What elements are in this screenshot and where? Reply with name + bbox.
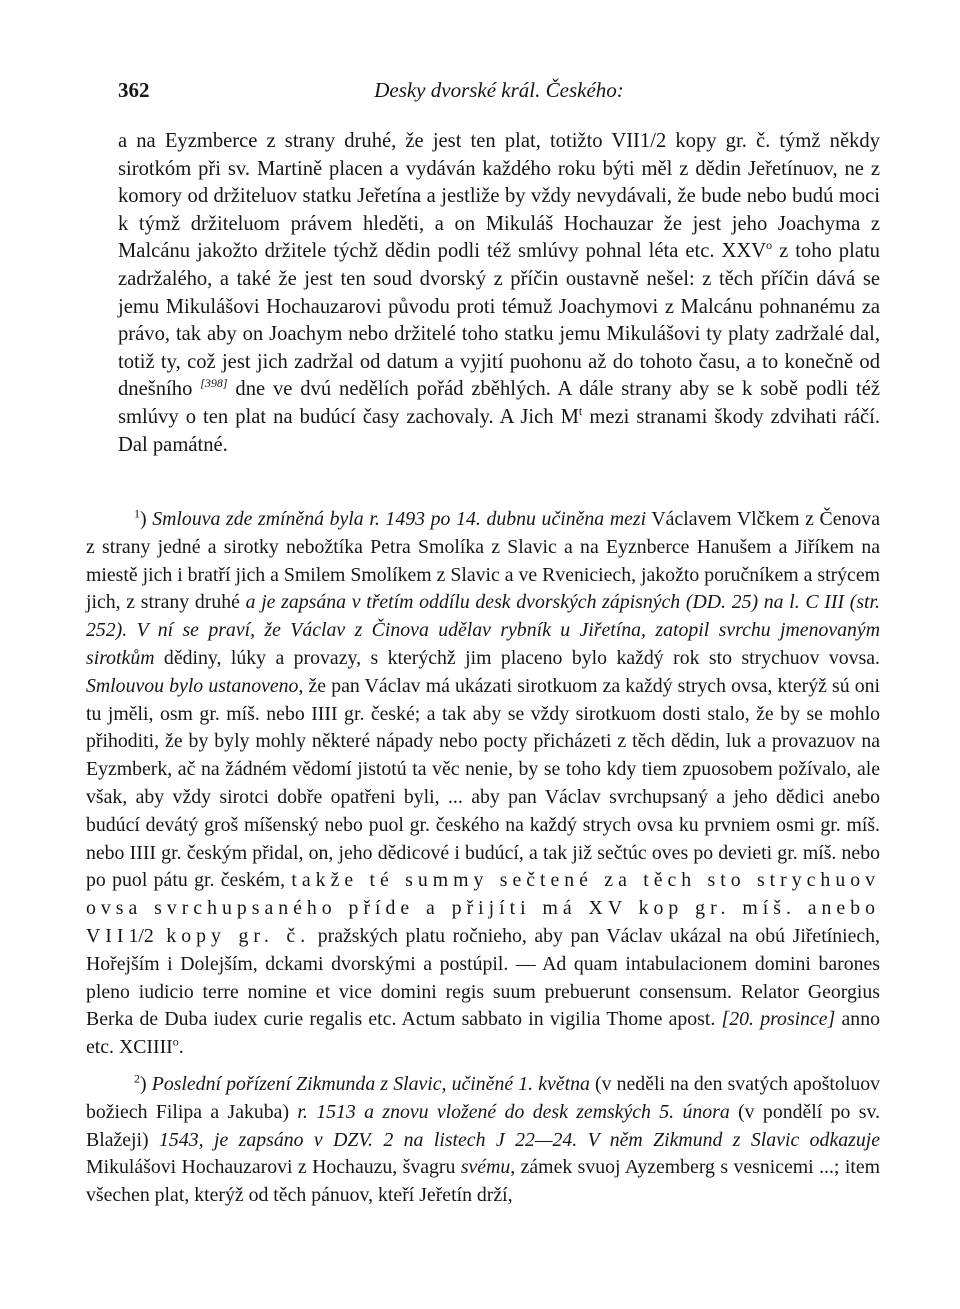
text-run: dne ve dvú nedělích pořád zběhlých. A dále strany aby se k sobě podli též smlúvy o ten plat na budúcí časy zachovaly. A Jich M bbox=[118, 378, 880, 428]
superscript: o bbox=[172, 1034, 179, 1049]
text-run: pražských platu ročnieho, aby pan Václav ukázal na obú Jiřetíniech, Hořejším i Dolejším, dckami dvorskými a postúpil. — Ad quam intabulacionem domini barones pleno iudicio terre nomine et vice domini regis suum prebuerunt consensum. Relator Georgius Berka de Duba iudex curie regalis etc. Actum sabbato in vigilia Thome apost. bbox=[86, 924, 880, 1031]
text-run: Václavem Vlčkem z Čenova z strany jedné a sirotky nebožtíka Petra Smolíka z Slavic a na Eyznberce Hanušem a Jiříkem na miestě jich i bratří jich a Smilem Smolíkem z Slavic a ve Rveniciech, jakožto poručníkem a strýcem jich, z strany druhé bbox=[86, 508, 880, 614]
spaced-run: takže té summy sečtené za těch sto strychuov ovsa svrchupsaného příde a přijíti má XV kop gr. míš. anebo VII bbox=[86, 869, 880, 947]
italic-run: Poslední pořízení Zikmunda z Slavic, učiněné 1. května bbox=[151, 1072, 590, 1095]
italic-run: r. 1513 a znovu vložené do desk zemských 5. února bbox=[297, 1100, 730, 1123]
page-number: 362 bbox=[118, 78, 150, 102]
italic-run: a je zapsána v třetím oddílu desk dvorských zápisných (DD. 25) na l. C III (str. 252). V ní se praví, že Václav z Činova udělav rybník u Jiřetína, zatopil svrchu jmenovaným sirotkům bbox=[86, 591, 880, 669]
text-run: kopy gr. č. týmž někdy sirotkóm při sv. Martině placen a vydáván každého roku býti měl z dědin Jeřetínuov, ne z komory od držiteluov statku Jeřetína a jestliže by vždy nevydávali, že bude nebo budú moci k týmž držiteluom právem hleděti, a on Mikuláš Hochauzar že jest jeho Joachyma z Malcánu jakožto držitele týchž dědin podli též smlúvy pohnal léta etc. XXV bbox=[118, 130, 880, 263]
text-run: ) bbox=[140, 1072, 152, 1095]
text-run: Mikulášovi Hochauzarovi z Hochauzu, švagru bbox=[86, 1156, 461, 1179]
superscript: o bbox=[766, 238, 773, 253]
footnote-1 bbox=[86, 506, 880, 1062]
italic-run: Smlouva zde zmíněná byla r. 1493 po 14. dubnu učiněna mezi bbox=[152, 508, 647, 530]
text-run: dědiny, lúky a provazy, s kterýchž jim placeno bylo každý rok sto strychuov vovsa. bbox=[154, 646, 880, 669]
italic-run: 1543, je zapsáno v DZV. 2 na listech J 22—24. V něm Zikmund z Slavic odkazuje bbox=[159, 1128, 880, 1151]
superscript: t bbox=[578, 404, 583, 419]
main-paragraph bbox=[118, 128, 880, 459]
text-run: anno etc. XCIIII bbox=[86, 1008, 880, 1059]
footnote-number: 1 bbox=[134, 506, 140, 521]
text-run: zámek svuoj Ayzemberg s vesnicemi ...; item všechen plat, kterýž od těch pánuov, kteří Jeřetín drží, bbox=[86, 1156, 881, 1207]
main-text bbox=[118, 128, 880, 459]
footnote-number: 2 bbox=[134, 1071, 140, 1086]
spaced-run: kopy gr. č. bbox=[153, 924, 311, 947]
text-run: mezi stranami škody zdvihati ráčí. Dal památné. bbox=[118, 405, 880, 456]
italic-run: Smlouvou bylo ustanoveno, bbox=[86, 674, 304, 697]
italic-run: svému, bbox=[460, 1156, 516, 1179]
fraction: 1/2 bbox=[639, 130, 667, 152]
text-run: ) bbox=[140, 508, 153, 530]
footnote-2 bbox=[86, 1071, 880, 1210]
footnotes bbox=[86, 506, 880, 1210]
text-run: že pan Václav má ukázati sirotkuom za každý strych ovsa, kterýž sú oni tu jměli, osm gr. míš. nebo IIII gr. české; a tak aby se vždy sirotkuom dosti stalo, že by se mohlo přihoditi, že by byly mohly některé nápady nebo pocty přicházeti z těch dědin, luk a provazuov na Eyzmberk, ač na žádném vědomí jistotú ta věc nenie, by se toho kdy tiem zpuosobem požívalo, ale však, aby vždy sirotci dobře opatřeni byli, ... aby pan Václav svrchupsaný a jeho dědici anebo budúcí devátý groš míšenský nebo puol gr. českého na každý strych ovsa ku prvniem osmi gr. míš. nebo IIII gr. českým přidal, on, jeho dědicové i budúcí, a tak již sečtúc oves po devieti gr. míš. nebo po puol pátu gr. českém, bbox=[86, 674, 880, 892]
text-run: a na Eyzmberce z strany druhé, že jest ten plat, totižto VII bbox=[118, 130, 640, 152]
text-run: (v neděli na den svatých apoštoluov božiech Filipa a Jakuba) bbox=[86, 1072, 880, 1123]
italic-run: [20. prosince] bbox=[721, 1008, 836, 1031]
text-run: . bbox=[178, 1036, 184, 1059]
running-title: Desky dvorské král. Českého: bbox=[374, 78, 624, 102]
text-run: (v pondělí po sv. Blažeji) bbox=[86, 1100, 881, 1151]
fraction: 1/2 bbox=[128, 924, 154, 947]
page-marker: [398] bbox=[200, 376, 228, 391]
page-header bbox=[118, 78, 880, 108]
text-run: z toho platu zadržalého, a také že jest ten soud dvorský z příčin oustavně nešel: z těch příčin dává se jemu Mikulášovi Hochauzarovi původu proti témuž Joachymovi z Malcánu pohnanému za právo, tak aby on Joachym nebo držitelé toho statku jemu Mikulášovi ty platy zadržalé dal, totiž ty, což jest jich zadržal od datum a vyjití puohonu až do tohoto času, a to konečně od dnešního bbox=[118, 240, 880, 401]
